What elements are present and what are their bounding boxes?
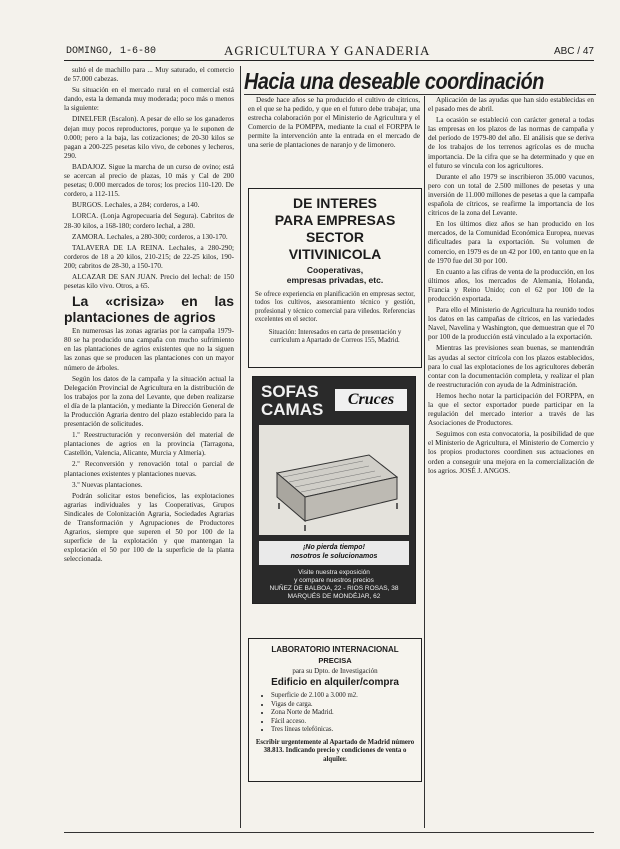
furniture-ad xyxy=(252,376,416,604)
sofa-illustration xyxy=(259,425,409,535)
paragraph: En los últimos diez años se han producido en los mercados, de la Comunidad Económica Europea, nuevas dificultades para la exportación. Su volumen de comercio, en 1979 es de un 42 por 100, en tanto que en la de 1970 fue del 30 por 100. xyxy=(428,220,594,265)
section-title: AGRICULTURA Y GANADERIA xyxy=(224,43,431,58)
paragraph: Su situación en el mercado rural en el comercial está dando, esta la demanda muy moderada; poco más o menos la siguiente: xyxy=(64,86,234,113)
column-divider xyxy=(240,66,241,828)
paragraph: Para ello el Ministerio de Agricultura ha reunido todos los datos en las campañas de cítricos, en las variedades Navel, Navelina y Washington, que demuestran que el 70 por 100 de la producción está vinculado a la exportación. xyxy=(428,306,594,342)
paragraph: Según los datos de la campaña y la situación actual la Delegación Provincial de Agricultura en la distribución de los trabajos por la zona del Levante, que deben realizarse el día de la plantación, y mediante la Dirección General de la Producción Agraria dentro del plazo establecido para la presentación de solicitudes. xyxy=(64,374,234,429)
paragraph: 2.º Reconversión y renovación total o parcial de plantaciones existentes y plantaciones nuevas. xyxy=(64,460,234,478)
column-left xyxy=(64,66,234,826)
list-item: • Vigas de carga. xyxy=(271,701,421,710)
paragraph: TALAVERA DE LA REINA. Lechales, a 280-290; corderos de 18 a 20 kilos, 210-215; de 22-25 kilos, 190-200; cabritos de 28-30, a 150-170. xyxy=(64,243,234,270)
ad-footer: Visite nuestra exposición y compare nuestros precios NUÑEZ DE BALBOA, 22 - RIOS ROSAS, 38 MARQUÉS DE MONDÉJAR, 62 xyxy=(269,569,399,600)
ad-banner: ¡No pierda tiempo! nosotros le solucionamos xyxy=(259,541,409,565)
paragraph: Mientras las previsiones sean buenas, se mantendrán las ayudas al sector citrícola con los plazos establecidos, para lo cual las explotaciones de los agricultores deberán contar con la documentación completa, y realizar el plan de reestructuración con ayuda de la Administración. xyxy=(428,344,594,389)
page-header xyxy=(64,44,594,61)
ad-body: Se ofrece experiencia en planificación en empresas sector, todos los cultivos, asesoramiento técnico y gestión, profesional y técnico comercial para viñedos. Referencias excelentes en el sector. xyxy=(255,291,415,324)
list-item: • Tres líneas telefónicas. xyxy=(271,726,421,735)
paragraph: 3.º Nuevas plantaciones. xyxy=(72,480,143,489)
paragraph: La ocasión se estableció con carácter general a todas las empresas en los plazos de las normas de campaña y del período de 1979-80 del año. El análisis que se deriva de los trabajos de los terrenos agrícolas es de mucha importancia. De la cifra que se ha determinado y que en el futuro se vincula con los agricultores. xyxy=(428,116,594,170)
paragraph: 1.º Reestructuración y reconversión del material de plantaciones de agrios en la provincia (Tarragona, Castellón, Valencia, Alicante, Murcia y Almería). xyxy=(64,431,234,458)
ad-title: SOFAS CAMAS xyxy=(261,382,324,419)
column-divider xyxy=(424,96,425,828)
paragraph: BADAJOZ. Sigue la marcha de un curso de ovino; está se acercan al precio de plazas, 10 más y Cal de 200 pesetas; 0.000 mercados de toros; los precios 110-120. De cordero, a 112-115. xyxy=(64,162,234,199)
column-right xyxy=(428,96,594,826)
classified-ad-vitivinicola xyxy=(248,188,422,368)
paragraph: BURGOS. Lechales, a 284; corderos, a 140. xyxy=(72,201,200,210)
list-item: • Superficie de 2.100 a 3.000 m2. xyxy=(271,692,421,701)
ad-company: LABORATORIO INTERNACIONAL xyxy=(271,645,399,654)
subheadline: La «crisiza» en las plantaciones de agrios xyxy=(64,293,234,326)
ad-subtitle: Cooperativas, empresas privadas, etc. xyxy=(286,265,384,285)
ad-contact: Situación: Interesados en carta de presentación y currículum a Apartado de Correos 155, Madrid. xyxy=(268,328,402,345)
ad-title: DE INTERES PARA EMPRESAS SECTOR VITIVINICOLA xyxy=(274,195,396,262)
ad-contact: Escribir urgentemente al Apartado de Madrid número 38.813. Indicando precio y condiciones de venta o alquiler. xyxy=(255,738,415,763)
column-middle-intro xyxy=(248,96,420,153)
list-item: • Zona Norte de Madrid. xyxy=(271,709,421,718)
ad-detail: para su Dpto. de Investigación xyxy=(292,667,378,675)
paragraph: En numerosas las zonas agrarias por la campaña 1979-80 se ha producido una campaña con mucho sufrimiento en las plantaciones de agrios existentes que no la siguen las zonas que se producen las plantaciones con un mayor número de árboles. xyxy=(64,327,234,372)
paragraph: ZAMORA. Lechales, a 280-300; corderos, a 130-170. xyxy=(72,232,228,241)
paragraph: Desde hace años se ha producido el cultivo de cítricos, en el que se ha pedido, y que en el futuro debe trabajar, una estrecha colaboración por el Ministerio de Agricultura y el Comercio de la POMPPA, mediante la cual el FORPPA le permite la intervención ante la entrada en el mercado de una serie de plantaciones de naranjo y de limonero. xyxy=(248,96,420,150)
sofa-icon xyxy=(259,425,409,535)
paragraph: DINELFER (Escalon). A pesar de ello se los ganaderos dejan muy pocos reproductores, porque ya le suponen de 0.000; pero a la baja, las cotizaciones; de 20-30 kilos se pagan a 200-225 pesetas kilo vivo, de cebones y lecheros, 290. xyxy=(64,115,234,160)
paragraph: Podrán solicitar estos beneficios, las explotaciones agrarias individuales y las Cooperativas, Grupos Sindicales de Colonización Agraria, Sociedades Agrarias de Transformación y Agrupaciones de Productores Agrarios, siempre que superen el 50 por 100 de la superficie de la explotación y que mantengan la explotación el 50 por 100 de la superficie de la planta seleccionada. xyxy=(64,491,234,564)
headline-rule xyxy=(244,94,596,95)
paragraph: Seguimos con esta convocatoria, la posibilidad de que el Ministerio de Agricultura, el Ministerio de Comercio y los propios productores coordinen sus actuaciones en orden a conseguir una mejora en la comercialización de los agrios. JOSÉ J. ANGOS. xyxy=(428,430,594,475)
brand-logo: Cruces xyxy=(335,389,407,411)
ad-main: Edificio en alquiler/compra xyxy=(271,677,399,688)
ad-requirements xyxy=(261,692,421,735)
list-item: • Fácil acceso. xyxy=(271,718,421,727)
paragraph: En cuanto a las cifras de venta de la producción, en los últimos años, los mercados de Alemania, Holanda, Francia y Reino Unido; con el 62 por 100 de la producción exportada. xyxy=(428,267,594,303)
paragraph: Hemos hecho notar la participación del FORPPA, en la que el sector exportador puede participar en la regulación del mercado interior a través de las Asociaciones de Productores. xyxy=(428,391,594,428)
paragraph: Durante el año 1979 se inscribieron 35.000 vacunos, pero con un total de 2.500 millones de pesetas y una inversión de 11.000 millones de pesetas a que la campaña española de cítricos, se reafirme la importancia de los cítricos de la zona del Levante. xyxy=(428,172,594,218)
bottom-rule xyxy=(64,832,594,833)
laboratory-ad xyxy=(248,638,422,782)
paragraph: ALCAZAR DE SAN JUAN. Precio del lechal: de 150 pesetas kilo vivo. Otros, a 65. xyxy=(64,272,234,291)
paragraph: sultó el de machillo para ... Muy saturado, el comercio de 57.000 cabezas. xyxy=(64,66,234,84)
ad-need: PRECISA xyxy=(318,656,352,665)
paragraph: LORCA. (Lonja Agropecuaria del Segura). Cabritos de 28-30 kilos, a 168-180; cordero lechal, a 280. xyxy=(64,212,234,230)
paragraph: Aplicación de las ayudas que han sido establecidas en el pasado mes de abril. xyxy=(428,96,594,114)
page-number: ABC / 47 xyxy=(553,46,594,57)
issue-date: DOMINGO, 1-6-80 xyxy=(66,46,157,57)
headline: Hacia una deseable coordinación xyxy=(244,68,544,94)
